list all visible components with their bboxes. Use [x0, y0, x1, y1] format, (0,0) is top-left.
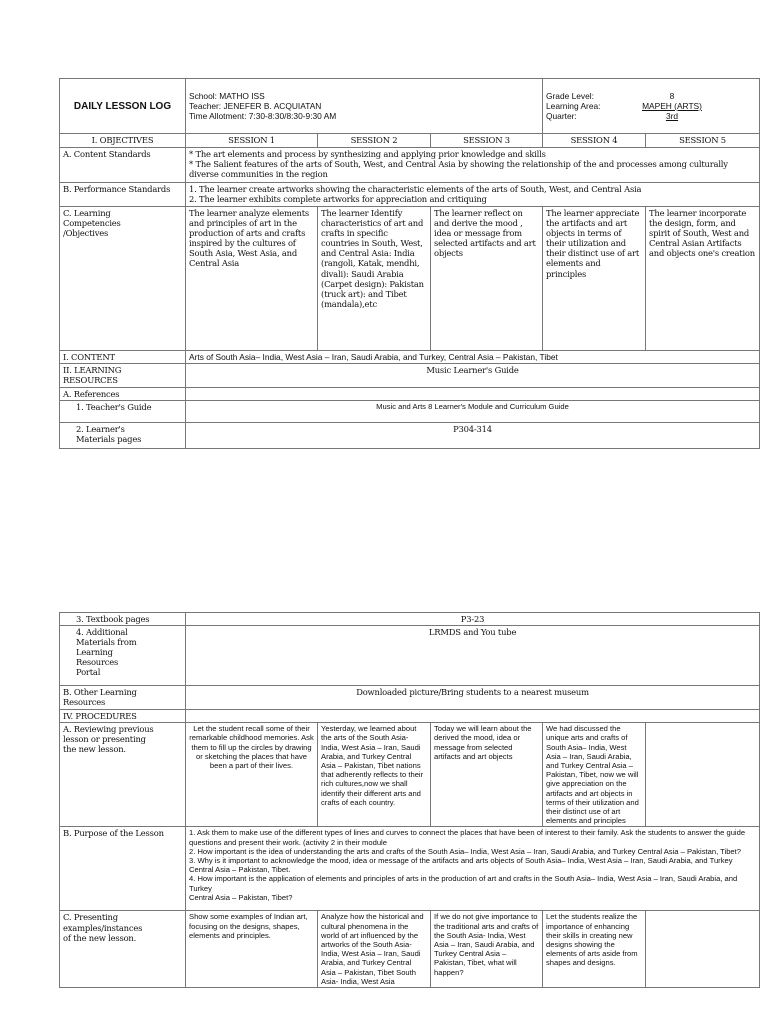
reviewing-label: A. Reviewing previous lesson or presenting the new lesson.: [60, 723, 186, 827]
content-standards-label: A. Content Standards: [60, 148, 186, 183]
presenting-session-4: Let the students realize the importance of enhancing their skills in creating new designs showing the elements of arts aside from shapes and designs.: [543, 911, 646, 988]
performance-standards-text: 1. The learner create artworks showing the characteristic elements of the arts of South, West, and Central Asia 2. The learner exhibits complete artworks for appreciation and critiquing: [186, 183, 760, 207]
reviewing-session-5: [646, 723, 760, 827]
textbook-label: 3. Textbook pages: [60, 613, 186, 626]
presenting-label: C. Presenting examples/instances of the new lesson.: [60, 911, 186, 988]
purpose-label: B. Purpose of the Lesson: [60, 827, 186, 911]
additional-materials-label: 4. Additional Materials from Learning Resources Portal: [60, 626, 186, 686]
competency-session-2: The learner Identify characteristics of art and crafts in specific countries in South, West, and Central Asia: India (rangoli, Katak, mendhi, divali): Saudi Arabia (Carpet design): Pakistan (truck art): and Tibet (mandala),etc: [318, 207, 431, 351]
purpose-text: 1. Ask them to make use of the different types of lines and curves to connect the places that have been of interest to their family. Ask the students to answer the guide questions and present their work. (activity 2 in their module 2. How important is the idea of understanding the arts and crafts of the South Asia– India, West Asia – Iran, Saudi Arabia, and Turkey Central Asia – Pakistan, Tibet? 3. Why is it important to acknowledge the mood, idea or message of the artifacts and arts objects of South Asia– India, West Asia – Iran, Saudi Arabia, and Turkey Central Asia – Pakistan, Tibet. 4. How important is the application of elements and principles of arts in the production of art and crafts in the South Asia– India, West Asia – Iran, Saudi Arabia, and Turkey Central Asia – Pakistan, Tibet?: [186, 827, 760, 911]
time-allotment: Time Allotment: 7:30-8:30/8:30-9:30 AM: [189, 111, 337, 122]
purpose-row: [60, 827, 760, 911]
objectives-heading: I. OBJECTIVES: [60, 134, 186, 148]
textbook-row: [60, 613, 760, 626]
header-row: [60, 79, 760, 134]
competencies-label: C. Learning Competencies /Objectives: [60, 207, 186, 351]
learning-resources-label: II. LEARNING RESOURCES: [60, 364, 186, 388]
other-resources-row: [60, 686, 760, 710]
quarter-label: Quarter:: [546, 111, 577, 122]
learners-materials-row: [60, 423, 760, 449]
competencies-row: [60, 207, 760, 351]
presenting-session-5: [646, 911, 760, 988]
presenting-session-3: If we do not give importance to the traditional arts and crafts of the South Asia- India, West Asia – Iran, Saudi Arabia, and Turkey Central Asia – Pakistan, Tibet, what will happen?: [431, 911, 543, 988]
grade-info: [543, 79, 760, 134]
reviewing-session-3: Today we will learn about the derived the mood, idea or message from selected artifacts and art objects: [431, 723, 543, 827]
textbook-text: P3-23: [186, 613, 760, 626]
sessions-row: [60, 134, 760, 148]
presenting-session-1: Show some examples of Indian art, focusing on the designs, shapes, elements and principles.: [186, 911, 318, 988]
teachers-guide-label: 1. Teacher's Guide: [60, 401, 186, 423]
learners-materials-text: P304-314: [186, 423, 760, 449]
session-2-heading: SESSION 2: [318, 134, 431, 148]
competency-session-4: The learner appreciate the artifacts and art objects in terms of their utilization and their distinct use of art elements and principles: [543, 207, 646, 351]
quarter-value: 3rd: [665, 111, 679, 122]
competency-session-5: The learner incorporate the design, form, and spirit of South, West and Central Asian Artifacts and objects one's creation: [646, 207, 760, 351]
reviewing-session-1: Let the student recall some of their remarkable childhood memories. Ask them to fill up the circles by drawing or sketching the places that have been a part of their lives.: [186, 723, 318, 827]
school-name: School: MATHO ISS: [189, 90, 265, 101]
reviewing-session-2: Yesterday, we learned about the arts of the South Asia- India, West Asia – Iran, Saudi Arabia, and Turkey Central Asia – Pakistan, Tibet nations that adherently reflects to their rich cultures,now we shall identify their different arts and crafts of each country.: [318, 723, 431, 827]
content-row: [60, 351, 760, 364]
reviewing-row: [60, 723, 760, 827]
lesson-log-table-page-2: [59, 612, 760, 988]
grade-label: Grade Level:: [546, 90, 594, 101]
teachers-guide-row: [60, 401, 760, 423]
teacher-name: Teacher: JENEFER B. ACQUIATAN: [189, 100, 322, 111]
presenting-row: [60, 911, 760, 988]
learning-resources-row: [60, 364, 760, 388]
area-value: MAPEH (ARTS): [642, 100, 702, 111]
school-info: [186, 79, 543, 134]
content-standards-text: * The art elements and process by synthesizing and applying prior knowledge and skills * The Salient features of the arts of South, West, and Central Asia by showing the relationship of the and processes among culturally diverse communities in the region: [186, 148, 760, 183]
performance-standards-row: [60, 183, 760, 207]
session-5-heading: SESSION 5: [646, 134, 760, 148]
session-1-heading: SESSION 1: [186, 134, 318, 148]
performance-standards-label: B. Performance Standards: [60, 183, 186, 207]
procedures-label: IV. PROCEDURES: [60, 710, 186, 723]
learners-materials-label: 2. Learner's Materials pages: [60, 423, 186, 449]
log-title: DAILY LESSON LOG: [60, 79, 186, 134]
other-resources-text: Downloaded picture/Bring students to a nearest museum: [186, 686, 760, 710]
other-resources-label: B. Other Learning Resources: [60, 686, 186, 710]
content-label: I. CONTENT: [60, 351, 186, 364]
reviewing-session-4: We had discussed the unique arts and crafts of South Asia– India, West Asia – Iran, Saudi Arabia, and Turkey Central Asia – Pakistan, Tibet, now we will give appreciation on the artifacts and art objects in terms of their utilization and their distinct use of art elements and principles: [543, 723, 646, 827]
presenting-session-2: Analyze how the historical and cultural phenomena in the world of art influenced by the artworks of the South Asia- India, West Asia – Iran, Saudi Arabia, and Turkey Central Asia – Pakistan, Tibet South Asia- India, West Asia: [318, 911, 431, 988]
learning-resources-text: Music Learner's Guide: [186, 364, 760, 388]
area-label: Learning Area:: [546, 100, 601, 111]
grade-value: 8: [669, 90, 675, 101]
additional-materials-row: [60, 626, 760, 686]
session-3-heading: SESSION 3: [431, 134, 543, 148]
teachers-guide-text: Music and Arts 8 Learner's Module and Curriculum Guide: [186, 401, 760, 423]
competency-session-1: The learner analyze elements and principles of art in the production of arts and crafts inspired by the cultures of South Asia, West Asia, and Central Asia: [186, 207, 318, 351]
content-standards-row: [60, 148, 760, 183]
references-row: [60, 388, 760, 401]
session-4-heading: SESSION 4: [543, 134, 646, 148]
competency-session-3: The learner reflect on and derive the mood , idea or message from selected artifacts and art objects: [431, 207, 543, 351]
additional-materials-text: LRMDS and You tube: [186, 626, 760, 686]
lesson-log-table-page-1: [59, 78, 760, 449]
references-label: A. References: [60, 388, 186, 401]
procedures-row: [60, 710, 760, 723]
content-text: Arts of South Asia– India, West Asia – Iran, Saudi Arabia, and Turkey, Central Asia – Pakistan, Tibet: [186, 351, 760, 364]
